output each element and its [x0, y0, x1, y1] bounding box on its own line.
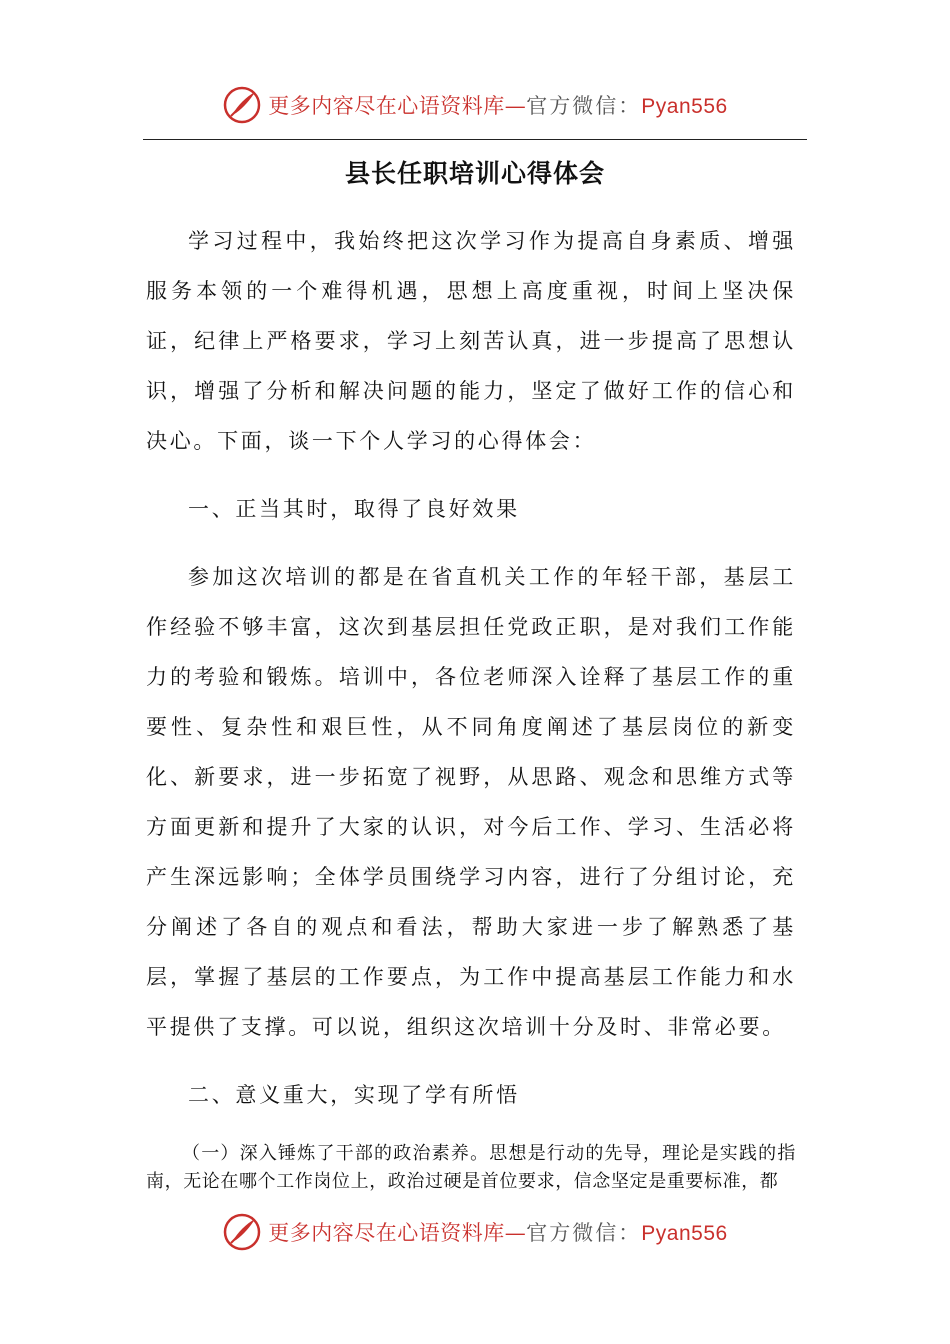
watermark-main: 更多内容尽在心语资料库 [268, 1221, 505, 1245]
quill-logo-icon [222, 85, 262, 125]
header-watermark [0, 80, 950, 130]
watermark-main: 更多内容尽在心语资料库 [268, 94, 505, 118]
watermark-text [268, 1217, 727, 1247]
footer-watermark [0, 1207, 950, 1257]
watermark-sub: 官方微信： [526, 94, 642, 118]
watermark-text [268, 90, 727, 120]
watermark-wechat: Pyan556 [641, 95, 728, 118]
header-rule [143, 139, 807, 140]
document-title: 县长任职培训心得体会 [344, 159, 605, 188]
quill-logo-icon [222, 1212, 262, 1252]
watermark-dash: — [504, 94, 527, 118]
watermark-wechat: Pyan556 [641, 1222, 728, 1245]
watermark-sub: 官方微信： [526, 1221, 642, 1245]
paragraph: 参加这次培训的都是在省直机关工作的年轻干部，基层工作经验不够丰富，这次到基层担任党政正职，是对我们工作能力的考验和锻炼。培训中，各位老师深入诠释了基层工作的重要性、复杂性和艰巨性，从不同角度阐述了基层岗位的新变化、新要求，进一步拓宽了视野，从思路、观念和思维方式等方面更新和提升了大家的认识，对今后工作、学习、生活必将产生深远影响；全体学员围绕学习内容，进行了分组讨论，充分阐述了各自的观点和看法，帮助大家进一步了解熟悉了基层，掌握了基层的工作要点，为工作中提高基层工作能力和水平提供了支撑。可以说，组织这次培训十分及时、非常必要。 [146, 565, 796, 1039]
document-body [146, 216, 796, 1196]
watermark-dash: — [504, 1221, 527, 1245]
section-heading: 二、意义重大，实现了学有所悟 [188, 1083, 520, 1107]
paragraph: （一）深入锤炼了干部的政治素养。思想是行动的先导，理论是实践的指南，无论在哪个工作岗位上，政治过硬是首位要求，信念坚定是重要标准，都 [146, 1143, 796, 1192]
section-heading: 一、正当其时，取得了良好效果 [188, 497, 520, 521]
paragraph: 学习过程中，我始终把这次学习作为提高自身素质、增强服务本领的一个难得机遇，思想上高度重视，时间上坚决保证，纪律上严格要求，学习上刻苦认真，进一步提高了思想认识，增强了分析和解决问题的能力，坚定了做好工作的信心和决心。下面，谈一下个人学习的心得体会： [146, 229, 796, 453]
